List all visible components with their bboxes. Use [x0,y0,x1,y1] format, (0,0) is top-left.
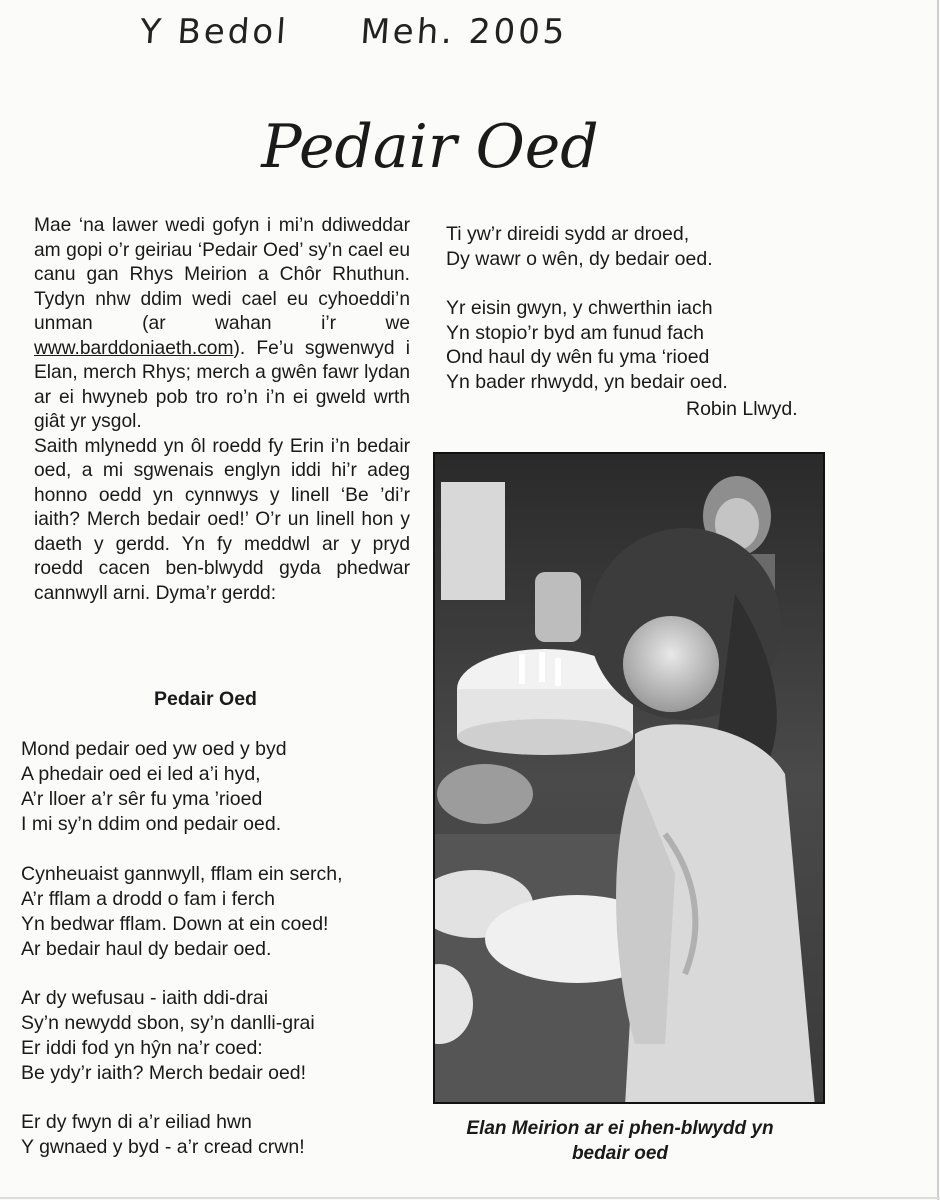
poem-line: Dy wawr o wên, dy bedair oed. [446,247,713,270]
poem-stanza-1 [21,737,287,837]
poem-line: Y gwnaed y byd - a’r cread crwn! [21,1136,305,1158]
poem-stanza-2 [21,862,343,962]
poem-line: I mi sy’n ddim ond pedair oed. [21,813,282,835]
poem-line: Ti yw’r direidi sydd ar droed, [446,223,690,245]
poem-line: Er iddi fod yn hŷn na’r coed: [21,1037,263,1059]
intro-paragraph-1 [34,214,410,435]
article-title: Pedair Oed [261,112,599,182]
poem-line: Ond haul dy wên fu yma ‘rioed [446,346,710,368]
photo-caption [430,1116,810,1166]
poem-line: A’r fflam a drodd o fam i ferch [21,888,275,910]
intro-paragraph-2: Saith mlynedd yn ôl roedd fy Erin i’n bedair oed, a mi sgwenais englyn iddi hi’r adeg honno oedd yn cynnwys y linell ‘Be ’di’r iaith? Merch bedair oed!’ O’r un linell hon y daeth y gerdd. Yn fy meddwl ar y pryd roedd cacen ben-blwydd gyda phedwar cannwyll arni. Dyma’r gerdd: [34,435,410,604]
poem-stanza-6 [446,296,728,394]
website-link[interactable]: www.barddoniaeth.com [34,337,234,359]
poem-stanza-3 [21,986,315,1086]
poem-line: Ar bedair haul dy bedair oed. [21,938,272,960]
handwritten-publication: Y Bedol [138,12,291,52]
birthday-photo [433,452,825,1104]
caption-line: Elan Meirion ar ei phen-blwydd yn [466,1118,774,1139]
poem-stanza-5 [446,222,713,271]
poem-line: Yn bader rhwydd, yn bedair oed. [446,370,728,393]
poem-line: Mond pedair oed yw oed y byd [21,738,287,760]
poem-line: Yn stopio’r byd am funud fach [446,321,704,344]
poem-stanza-4 [21,1110,305,1160]
poem-line: Cynheuaist gannwyll, fflam ein serch, [21,863,343,885]
poem-line: Be ydy’r iaith? Merch bedair oed! [21,1062,307,1084]
handwritten-date: Meh. 2005 [359,12,569,52]
poem-line: Sy’n newydd sbon, sy’n danlli-grai [21,1012,315,1034]
photo-image [435,454,825,1104]
poem-line: A’r lloer a’r sêr fu yma ’rioed [21,788,263,810]
caption-line: bedair oed [571,1143,669,1164]
poem-title: Pedair Oed [154,688,257,710]
handwritten-note [139,12,627,52]
poem-line: Yn bedwar fflam. Down at ein coed! [21,913,329,935]
poem-line: Yr eisin gwyn, y chwerthin iach [446,297,713,319]
poem-line: Er dy fwyn di a’r eiliad hwn [21,1111,252,1133]
poem-line: Ar dy wefusau - iaith ddi-drai [21,987,269,1009]
author-signature: Robin Llwyd. [686,398,798,420]
intro-text [34,214,410,606]
poem-line: A phedair oed ei led a’i hyd, [21,763,261,785]
intro-text-part: Mae ‘na lawer wedi gofyn i mi’n ddiweddar am gopi o’r geiriau ‘Pedair Oed’ sy’n cael eu canu gan Rhys Meirion a Chôr Rhuthun. Tydyn nhw ddim wedi cael eu cyhoeddi’n unman (ar wahan i’r we [34,215,410,334]
intro-text-part: ). Fe’u sgwenwyd i Elan, merch Rhys; merch a gwên fawr lydan ar ei hwyneb pob tro ro’n i’n ei gweld wrth giât yr ysgol. [34,337,410,432]
